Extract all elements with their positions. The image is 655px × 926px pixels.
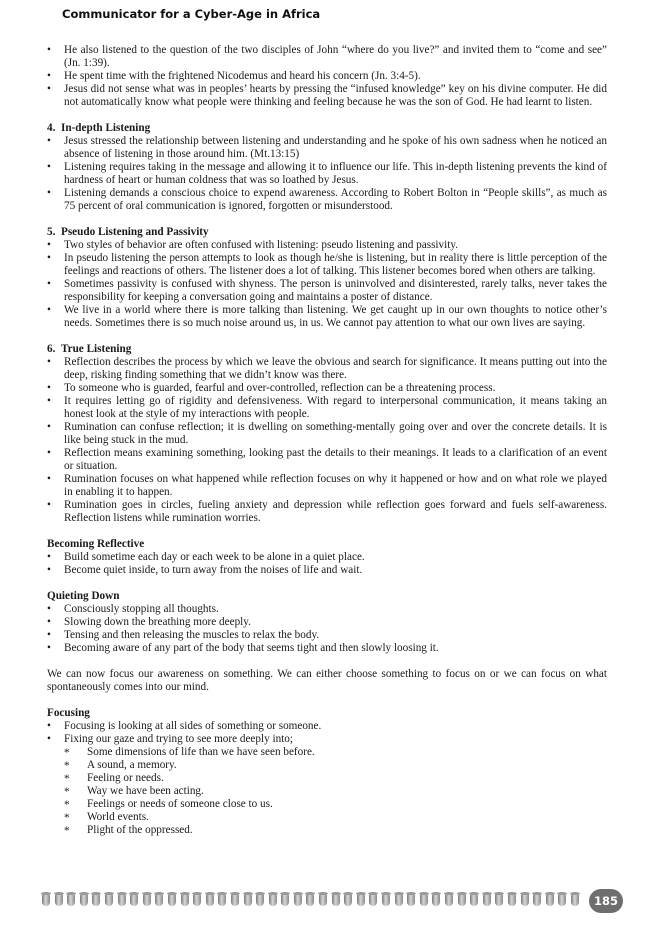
section-quieting-down [47,590,607,655]
list-item: • Reflection describes the process by which we leave the obvious and search for significance. It means putting out into the deep, risking finding something that we didn’t know was there. [47,356,607,382]
list-item: • Tensing and then releasing the muscles to relax the body. [47,629,607,642]
sub-list-item: * A sound, a memory. [64,759,607,772]
body-paragraph: We can now focus our awareness on something. We can either choose something to focus on or we can focus on what spontaneously comes into our mind. [47,668,607,693]
list-item: • To someone who is guarded, fearful and over-controlled, reflection can be a threatening process. [47,382,607,395]
section-in-depth-listening [47,122,607,213]
section-heading: 6. True Listening [47,343,132,355]
list-item: • Rumination can confuse reflection; it is dwelling on something-mentally going over and over the concrete details. It is like being stuck in the mud. [47,421,607,447]
running-header: Communicator for a Cyber-Age in Africa [62,7,321,21]
cup-ornament-icon [267,891,280,909]
section-true-listening [47,343,607,525]
sub-list-item: * Some dimensions of life than we have seen before. [64,746,607,759]
list-item: • Fixing our gaze and trying to see more deeply into; [47,733,607,746]
page-number: 185 [589,889,623,913]
section-heading: Becoming Reflective [47,538,145,550]
list-item: • Listening requires taking in the message and allowing it to influence our life. This in-depth listening prevents the kind of hardness of heart or human coldness that was so loathed by Jesus. [47,161,607,187]
section-heading: Quieting Down [47,590,120,602]
cup-ornament-icon [544,891,557,909]
list-item: • Jesus did not sense what was in peoples’ hearts by pressing the “infused knowledge” key on his divine computer. He did not automatically know what people were thinking and feeling because he was the son of God. He had learnt to listen. [47,83,607,109]
cup-ornament-icon [456,891,469,909]
cup-ornament-icon [216,891,229,909]
cup-ornament-icon [367,891,380,909]
list-item: • Consciously stopping all thoughts. [47,603,607,616]
list-item: • In pseudo listening the person attempts to look as though he/she is listening, but in reality there is little perception of the feelings and reactions of others. The listener does a lot of talking. This listener becomes bored when others are talking. [47,252,607,278]
cup-ornament-icon [103,891,116,909]
cup-ornament-icon [90,891,103,909]
cup-ornament-icon [317,891,330,909]
list-item: • Two styles of behavior are often confused with listening: pseudo listening and passivity. [47,239,607,252]
list-item: • We live in a world where there is more talking than listening. We get caught up in our own thoughts to notice other’s needs. Sometimes there is so much noise around us, in us. We cannot pay attention to what our own lives are saying. [47,304,607,330]
cup-ornament-icon [393,891,406,909]
cup-ornament-icon [330,891,343,909]
cup-ornament-icon [430,891,443,909]
cup-ornament-icon [380,891,393,909]
cup-ornament-icon [342,891,355,909]
bullet-list [47,551,607,577]
cup-ornament-icon [116,891,129,909]
cup-ornament-icon [418,891,431,909]
cup-ornament-icon [191,891,204,909]
cup-ornament-icon [153,891,166,909]
bullet-list [47,720,607,746]
sub-list-item: * World events. [64,811,607,824]
cup-ornament-icon [443,891,456,909]
sub-list [64,746,607,837]
list-item: • Rumination focuses on what happened while reflection focuses on why it happened or how and on what role we played in enabling it to happen. [47,473,607,499]
bullet-list [47,135,607,213]
list-item: • Build sometime each day or each week to be alone in a quiet place. [47,551,607,564]
cup-ornament-icon [53,891,66,909]
list-item: • Jesus stressed the relationship between listening and understanding and he spoke of his own sadness when he noticed an absence of listening in those around him. (Mt.13:15) [47,135,607,161]
cup-ornament-icon [166,891,179,909]
list-item: • It requires letting go of rigidity and defensiveness. With regard to interpersonal communication, it means taking an honest look at the style of my interactions with people. [47,395,607,421]
intro-bullet-list [47,44,607,109]
cup-ornament-icon [569,891,582,909]
cup-ornament-icon [229,891,242,909]
section-heading: 4. In-depth Listening [47,122,151,134]
list-item: • Reflection means examining something, looking past the details to their meanings. It leads to a clarification of an event or situation. [47,447,607,473]
cup-ornament-icon [493,891,506,909]
list-item: • He spent time with the frightened Nicodemus and heard his concern (Jn. 3:4-5). [47,70,607,83]
decorative-border [40,891,588,911]
cup-ornament-icon [279,891,292,909]
cup-ornament-icon [40,891,53,909]
section-heading: 5. Pseudo Listening and Passivity [47,226,209,238]
cup-ornament-icon [506,891,519,909]
cup-ornament-icon [204,891,217,909]
intro-section [47,44,607,109]
page-body [47,44,607,850]
list-item: • Slowing down the breathing more deeply. [47,616,607,629]
cup-ornament-icon [78,891,91,909]
cup-ornament-icon [531,891,544,909]
cup-ornament-icon [355,891,368,909]
sub-list-item: * Way we have been acting. [64,785,607,798]
cup-ornament-icon [128,891,141,909]
sub-list-item: * Plight of the oppressed. [64,824,607,837]
cup-ornament-icon [468,891,481,909]
sub-list-item: * Feelings or needs of someone close to us. [64,798,607,811]
list-item: • Rumination goes in circles, fueling anxiety and depression while reflection goes forward and fuels self-awareness. Reflection listens while rumination worries. [47,499,607,525]
bullet-list [47,603,607,655]
list-item: • Listening demands a conscious choice to expend awareness. According to Robert Bolton in “People skills”, as much as 75 percent of oral communication is ignored, forgotten or misunderstood. [47,187,607,213]
list-item: • Becoming aware of any part of the body that seems tight and then slowly loosing it. [47,642,607,655]
section-pseudo-listening [47,226,607,330]
cup-ornament-icon [179,891,192,909]
list-item: • Sometimes passivity is confused with shyness. The person is uninvolved and disinterested, rarely talks, never takes the responsibility for keeping a conversation going and maintains a poster of distance. [47,278,607,304]
cup-ornament-icon [556,891,569,909]
cup-ornament-icon [481,891,494,909]
list-item: • He also listened to the question of the two disciples of John “where do you live?” and invited them to “come and see” (Jn. 1:39). [47,44,607,70]
cup-ornament-icon [519,891,532,909]
section-heading: Focusing [47,707,90,719]
bullet-list [47,356,607,525]
section-focusing [47,707,607,837]
cup-ornament-icon [141,891,154,909]
section-becoming-reflective [47,538,607,577]
bullet-list [47,239,607,330]
list-item: • Focusing is looking at all sides of something or someone. [47,720,607,733]
cup-ornament-icon [254,891,267,909]
cup-ornament-icon [405,891,418,909]
cup-ornament-icon [242,891,255,909]
focus-paragraph-section [47,668,607,694]
cup-ornament-icon [304,891,317,909]
cup-ornament-icon [292,891,305,909]
list-item: • Become quiet inside, to turn away from the noises of life and wait. [47,564,607,577]
page-footer [40,889,630,913]
sub-list-item: * Feeling or needs. [64,772,607,785]
cup-ornament-icon [65,891,78,909]
